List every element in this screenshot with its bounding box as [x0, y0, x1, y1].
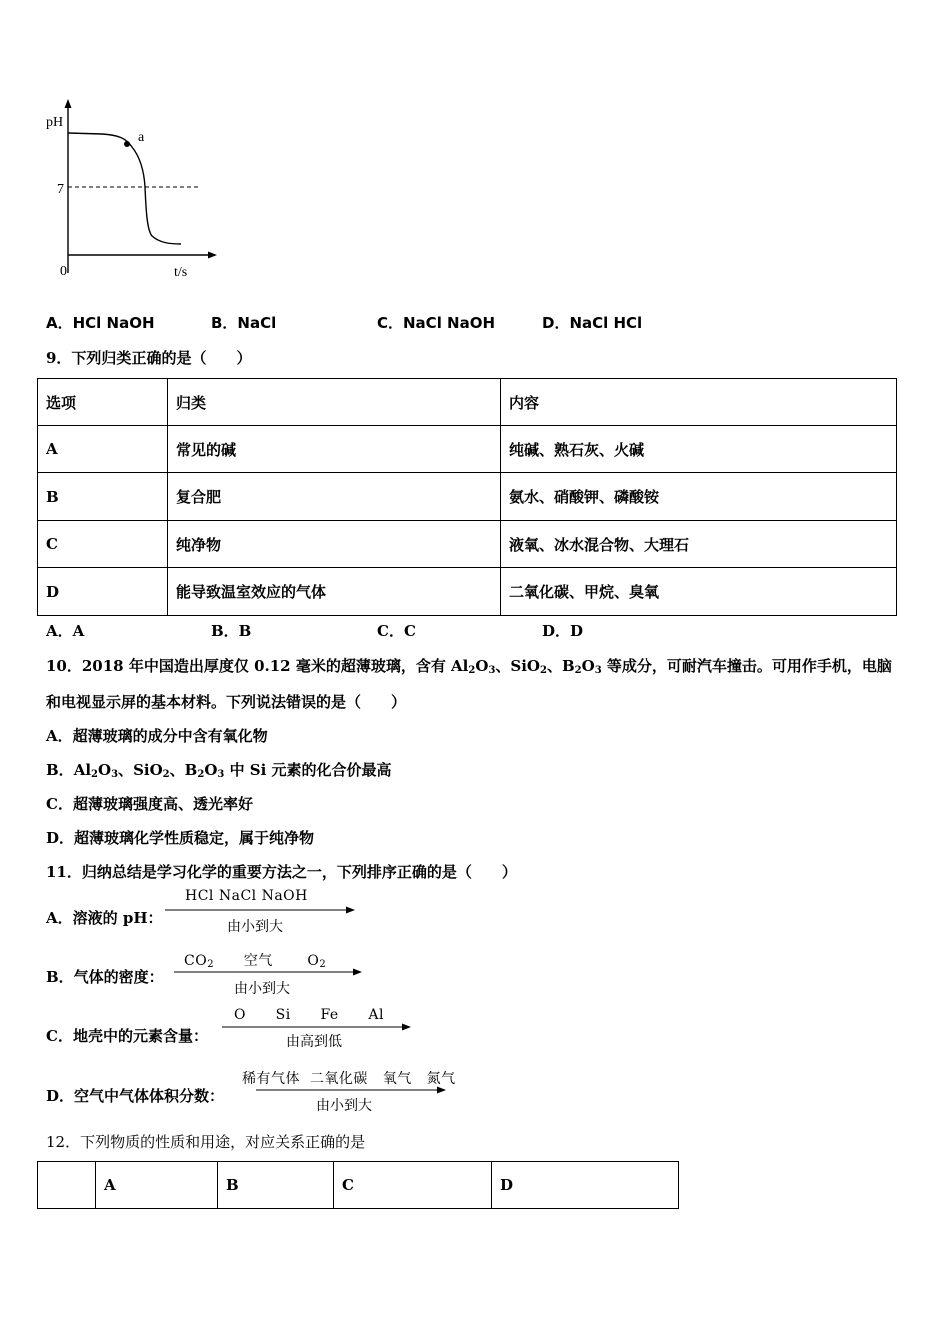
q11-option-a-label: A．溶液的 pH：: [46, 909, 163, 927]
q10-option-b: B．$Al_2O_3$、SiO$_2$、$B_2O_3$ 中 Si 元素的化合价最高: [46, 761, 392, 780]
q10-stem-part1: 10．2018 年中国造出厚度仅 0.12 毫米的超薄玻璃，含有: [46, 657, 452, 675]
q10-option-b-suffix: 中 Si 元素的化合价最高: [224, 761, 392, 779]
q9-cell: 纯净物: [168, 521, 501, 568]
q9-cell: 纯碱、熟石灰、火碱: [501, 426, 897, 473]
sequence-order: 由小到大: [234, 981, 290, 997]
q9-table: [37, 378, 897, 616]
q12-stem: 12．下列物质的性质和用途，对应关系正确的是: [46, 1133, 366, 1151]
q9-cell: A: [38, 426, 168, 473]
q9-cell: C: [38, 521, 168, 568]
q10-stem-part2: 等成分，可耐汽车撞击。可用作手机，电脑: [601, 657, 892, 675]
table-row: [38, 521, 897, 568]
y-axis-arrow: [65, 99, 72, 108]
q8-option-b: B．NaCl: [211, 314, 277, 332]
q9-option-d: D．D: [542, 622, 584, 640]
q9-cell: 氨水、硝酸钾、磷酸铵: [501, 473, 897, 521]
q9-option-c: C．C: [377, 622, 416, 640]
q10-option-a: A．超薄玻璃的成分中含有氧化物: [46, 727, 268, 745]
q9-header-option: 选项: [38, 379, 168, 426]
q9-cell: B: [38, 473, 168, 521]
q10-option-c: C．超薄玻璃强度高、透光率好: [46, 795, 253, 813]
q8-option-c: C．NaCl NaOH: [377, 314, 496, 332]
arrow-icon: [165, 905, 360, 915]
origin-label: 0: [60, 264, 67, 279]
q9-option-a: A．A: [46, 622, 85, 640]
q9-cell: D: [38, 568, 168, 616]
ph-curve: [68, 133, 181, 244]
air-text: 空气: [243, 953, 273, 969]
arrow-icon: [174, 967, 369, 977]
sequence-order: 由小到大: [227, 919, 283, 935]
q9-header-category: 归类: [168, 379, 501, 426]
q10-formula-list: $Al_2O_3$、SiO$_2$、$B_2O_3$: [451, 657, 602, 676]
table-row: [38, 568, 897, 616]
q12-header-row: [38, 1162, 679, 1209]
sequence-items: O Si Fe Al: [234, 1007, 384, 1023]
sequence-order: 由小到大: [316, 1098, 372, 1114]
point-a-marker: [124, 141, 130, 147]
q9-cell: 能导致温室效应的气体: [168, 568, 501, 616]
q12-header-b: B: [218, 1162, 334, 1209]
ph-time-graph: [40, 95, 225, 285]
q12-header-c: C: [334, 1162, 492, 1209]
q9-stem: 9．下列归类正确的是（ ）: [46, 349, 252, 367]
q12-header-empty: [38, 1162, 96, 1209]
q10-stem-line1: [46, 655, 892, 676]
x-axis-arrow: [208, 252, 217, 259]
table-row: [38, 426, 897, 473]
q9-header-content: 内容: [501, 379, 897, 426]
q12-header-d: D: [492, 1162, 679, 1209]
q8-option-a: A．HCl NaOH: [46, 314, 155, 332]
q10-option-b-prefix: B．: [46, 761, 74, 779]
q9-cell: 二氧化碳、甲烷、臭氧: [501, 568, 897, 616]
table-row: [38, 473, 897, 521]
sequence-order: 由高到低: [286, 1034, 342, 1050]
q11-option-d-label: D．空气中气体体积分数：: [46, 1087, 225, 1105]
q12-table: [37, 1161, 679, 1209]
sequence-items: HCl NaCl NaOH: [185, 888, 308, 904]
q10-option-d: D．超薄玻璃化学性质稳定，属于纯净物: [46, 829, 315, 847]
y-axis-label: pH: [46, 115, 64, 130]
arrow-icon: [256, 1085, 451, 1095]
ph7-label: 7: [57, 182, 64, 197]
point-a-label: a: [138, 130, 145, 145]
x-axis-label: t/s: [174, 265, 188, 280]
q8-option-d: D．NaCl HCl: [542, 314, 643, 332]
q9-cell: 复合肥: [168, 473, 501, 521]
q11-stem: 11．归纳总结是学习化学的重要方法之一，下列排序正确的是（ ）: [46, 863, 517, 881]
q11-option-b-label: B．气体的密度：: [46, 968, 164, 986]
sequence-items: $CO_2$ 空气 $O_2$: [184, 953, 327, 970]
q9-option-b: B．B: [211, 622, 252, 640]
sequence-items: 稀有气体 二氧化碳 氧气 氮气: [242, 1071, 456, 1087]
q11-option-c-label: C．地壳中的元素含量：: [46, 1027, 208, 1045]
q12-header-a: A: [96, 1162, 218, 1209]
q10-stem-line2: 和电视显示屏的基本材料。下列说法错误的是（ ）: [46, 693, 407, 711]
q9-cell: 常见的碱: [168, 426, 501, 473]
q9-cell: 液氧、冰水混合物、大理石: [501, 521, 897, 568]
q9-header-row: [38, 379, 897, 426]
